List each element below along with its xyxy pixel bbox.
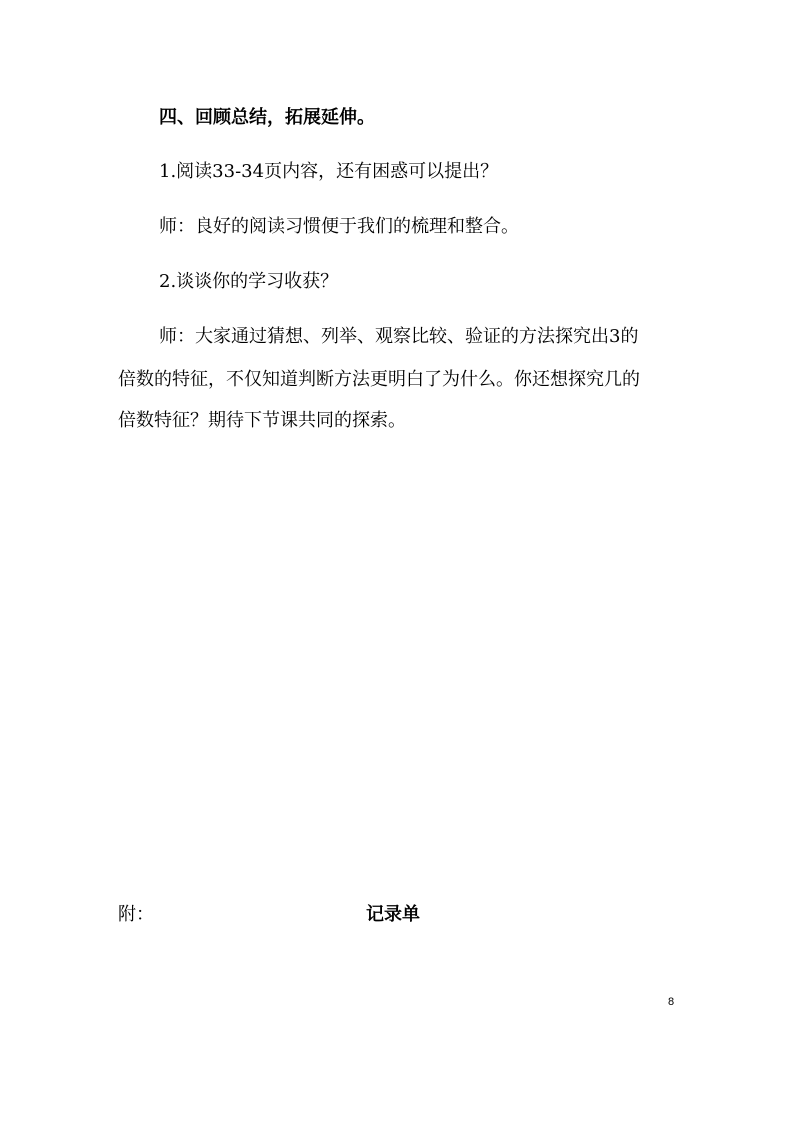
paragraph-teacher-note-reading: 师：良好的阅读习惯便于我们的梳理和整合。 — [159, 216, 519, 237]
record-sheet-title: 记录单 — [366, 904, 420, 925]
paragraph-teacher-summary-line-3: 倍数特征？期待下节课共同的探索。 — [118, 410, 406, 431]
paragraph-learning-harvest: 2.谈谈你的学习收获？ — [159, 271, 339, 292]
section-heading: 四、回顾总结，拓展延伸。 — [159, 107, 375, 128]
appendix-label: 附： — [118, 904, 154, 925]
page-number: 8 — [668, 996, 675, 1008]
paragraph-teacher-summary-line-2: 倍数的特征，不仅知道判断方法更明白了为什么。你还想探究几的 — [118, 369, 640, 390]
paragraph-teacher-summary-line-1: 师：大家通过猜想、列举、观察比较、验证的方法探究出3的 — [159, 326, 639, 347]
paragraph-reading-task: 1.阅读33-34页内容，还有困惑可以提出？ — [159, 161, 499, 182]
